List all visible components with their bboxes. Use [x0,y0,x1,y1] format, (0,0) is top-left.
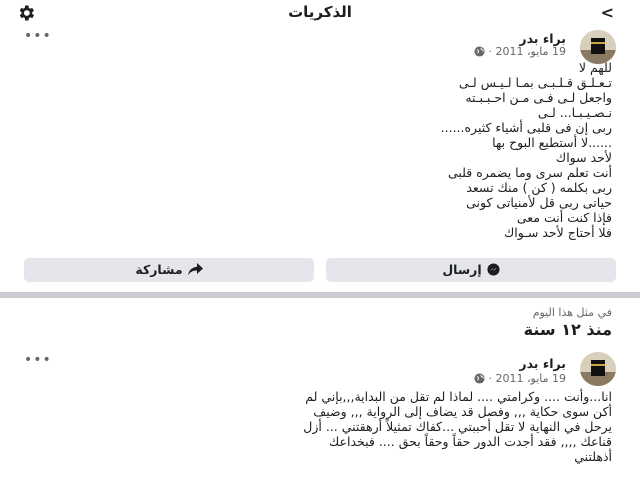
post-line: ......لا أستطيع البوح بها [492,135,612,150]
post-date[interactable]: 19 مايو، 2011 · [488,372,566,385]
more-options-button[interactable]: ••• [24,352,52,368]
post-line: أذهلتني [574,449,612,464]
post-line: ربى إن فى قلبى أشياء كثيره...... [440,120,612,135]
section-title: منذ ١٢ سنة [523,320,612,339]
post-line: حياتى ربى قل لأمنياتى كونى [466,195,612,210]
post-meta [471,45,566,60]
post-line: ربى بكلمه ( كن ) منك تسعد [466,180,612,195]
send-label: إرسال [442,262,482,277]
gear-icon[interactable] [16,3,36,27]
messenger-icon [487,260,500,284]
post-line: انا...وأنت .... وكرامتي .... لماذا لم تقل من البداية,,,بإني لم [305,389,612,404]
section-divider [0,292,640,298]
post-line: أنت تعلم سرى وما يضمره قلبى [447,165,612,180]
post-line: لأحد سواك [555,150,612,165]
avatar[interactable] [580,352,616,386]
post-text [441,60,612,240]
globe-icon [474,373,485,387]
globe-icon [474,46,485,60]
post-actions [24,258,616,282]
avatar[interactable] [580,30,616,64]
post-line: للهم لا [578,60,612,75]
post-line: يرحل في النهاية لا تقل أحببتي ...كفاك تمثيلاً أرهقتني ... أزل [303,419,612,434]
send-button[interactable] [326,258,616,282]
share-label: مشاركة [135,262,183,277]
post-line: واجعل لـى فـى مـن احـبـبـته [465,90,612,105]
post-line: أكن سوى حكاية ,,, وفصل قد يضاف إلى الرواية ,,, وضيف [313,404,612,419]
top-bar [0,0,640,28]
section-label: في مثل هذا اليوم [532,306,612,319]
post-line: فلا أحتاج لأحد سـواك [504,225,612,240]
post-line: نـصـيـبـا... لـى [537,105,612,120]
post-author[interactable]: براء بدر [519,31,566,46]
post-meta [471,372,566,387]
post-date[interactable]: 19 مايو، 2011 · [488,45,566,58]
post-line: فإذا كنت أنت معى [516,210,612,225]
post-text [28,389,612,464]
post-line: قناعك ,,,, فقد أجدت الدور حقاً وحقاً بحق .... فبخداعك [329,434,612,449]
post-line: تـعـلـق قـلـبـى بمـا لـيـس لـى [458,75,612,90]
post-author[interactable]: براء بدر [519,356,566,371]
back-button[interactable]: < [600,3,614,22]
share-button[interactable] [24,258,314,282]
share-arrow-icon [188,260,203,284]
more-options-button[interactable]: ••• [24,28,52,44]
page-title: الذكريات [288,3,352,21]
